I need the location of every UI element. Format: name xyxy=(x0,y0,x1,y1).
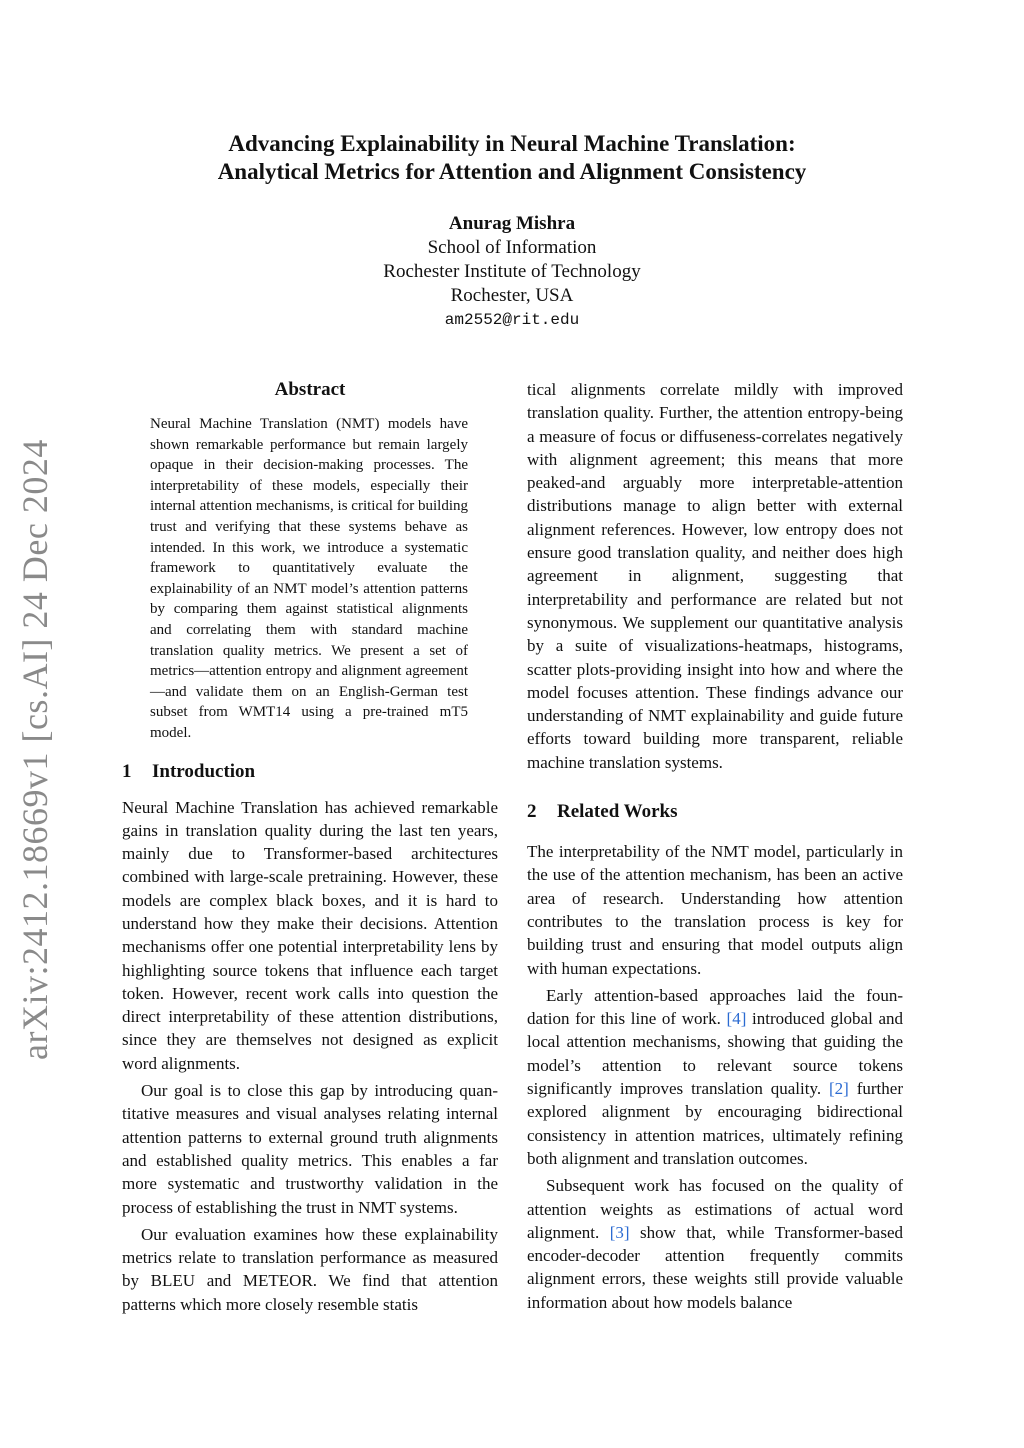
related-p2-part-b: introduced global and local attention mechanisms, showing that guiding the model’s attention to relevant source tokens significantly improves translation quality. xyxy=(527,1009,903,1099)
intro-paragraph-3-continued: tical alignments correlate mildly with improved translation quality. Further, the attention entropy-being a measure of focus or diffuseness-correlates negatively with alignment agreement; this means that more peaked-and arguably more interpretable-attention distributions manage to align better with external alignment references. However, low entropy does not ensure good translation quality, and neither does high agreement in alignment, suggesting that interpretability and performance are related but not synonymous. We supplement our quantitative analysis by a suite of visualizations-heatmaps, histograms, scatter plots-providing insight into how and where the model focuses attention. These findings advance our understanding of NMT explainability and guide future efforts toward building more transparent, reliable machine translation systems. xyxy=(527,380,903,772)
related-p2-part-a: Early attention-based approaches laid the foundation for this line of work. xyxy=(527,985,903,1029)
intro-heading xyxy=(122,760,498,784)
abstract-text: Neural Machine Translation (NMT) models have shown remarkable performance but remain largely opaque in their decision-making processes. The interpretability of these models, especially their internal attention mechanisms, is critical for building trust and verifying that these systems behave as intended. In this work, we introduce a systematic framework to quantitatively evaluate the explainability of an NMT model’s attention patterns by comparing them against statistical alignments and correlating them with standard machine translation quality metrics. We present a set of metrics—attention entropy and alignment agreement—and validate them on an English-German test subset from WMT14 using a pre-trained mT5 model. xyxy=(150,416,468,741)
related-p3-part-a: Subsequent work has focused on the quality of attention weights as estimations of actual word alignment. xyxy=(527,1176,903,1242)
abstract-heading: Abstract xyxy=(274,379,346,400)
related-number: 2 xyxy=(527,801,537,823)
author-location: Rochester, USA xyxy=(450,285,574,306)
intro-paragraph-1: Neural Machine Translation has achieved remarkable gains in translation quality during the last ten years, mainly due to Transformer-based architectures combined with large-scale pretraining. However, these models are complex black boxes, and it is hard to understand how they make their decisions. Attention mechanisms offer one potential interpretability lens by highlighting source tokens that influence each target token. However, recent work calls into question the direct interpretability of these attention distributions, since they are themselves not designed as explicit word alignments. xyxy=(122,797,498,1073)
author-department: School of Information xyxy=(427,237,597,258)
related-title: Related Works xyxy=(557,801,678,823)
citation-4[interactable]: [4] xyxy=(726,1009,747,1029)
paper-title xyxy=(0,130,1024,186)
author-email[interactable]: am2552@rit.edu xyxy=(444,311,580,329)
author-institution: Rochester Institute of Technology xyxy=(383,261,641,282)
intro-paragraph-3: Our evaluation examines how these explainability metrics relate to translation performance as measured by BLEU and METEOR. We find that attention patterns which more closely resemble statis xyxy=(122,1224,498,1314)
title-line-2: Analytical Metrics for Attention and Alignment Consistency xyxy=(217,159,807,184)
title-line-1: Advancing Explainability in Neural Machine Translation: xyxy=(228,131,796,156)
left-column xyxy=(122,378,498,1316)
citation-3[interactable]: [3] xyxy=(609,1222,630,1242)
related-heading xyxy=(527,800,903,824)
related-paragraph-1: The interpretability of the NMT model, particularly in the use of the attention mechanism, has been an active area of research. Understanding how attention contributes to the translation process is key for building trust and ensuring that model outputs align with human expectations. xyxy=(527,842,903,978)
related-p2-part-c: further explored alignment by encouraging bidirectional consistency in attention matrices, ultimately refining both alignment and translation outcomes. xyxy=(527,1079,903,1168)
related-paragraph-2 xyxy=(527,984,903,1170)
intro-number: 1 xyxy=(122,760,132,782)
intro-title: Introduction xyxy=(152,760,256,782)
right-column xyxy=(527,378,903,1314)
intro-paragraph-2: Our goal is to close this gap by introducing quantitative measures and visual analyses relating internal attention patterns to external ground truth alignments and established quality metrics. This enables a far more systematic and trustworthy validation in the process of establishing the trust in NMT systems. xyxy=(122,1081,498,1217)
arxiv-identifier[interactable]: arXiv:2412.18669v1 [cs.AI] 24 Dec 2024 xyxy=(15,439,55,1060)
citation-2[interactable]: [2] xyxy=(829,1079,849,1099)
author-name: Anurag Mishra xyxy=(448,213,576,234)
author-block xyxy=(0,212,1024,332)
related-p3-part-b: show that, while Transformer-based encoder-decoder attention frequently commits alignment errors, these weights still provide valuable information about how models balance xyxy=(527,1222,904,1312)
related-paragraph-3 xyxy=(527,1174,903,1314)
